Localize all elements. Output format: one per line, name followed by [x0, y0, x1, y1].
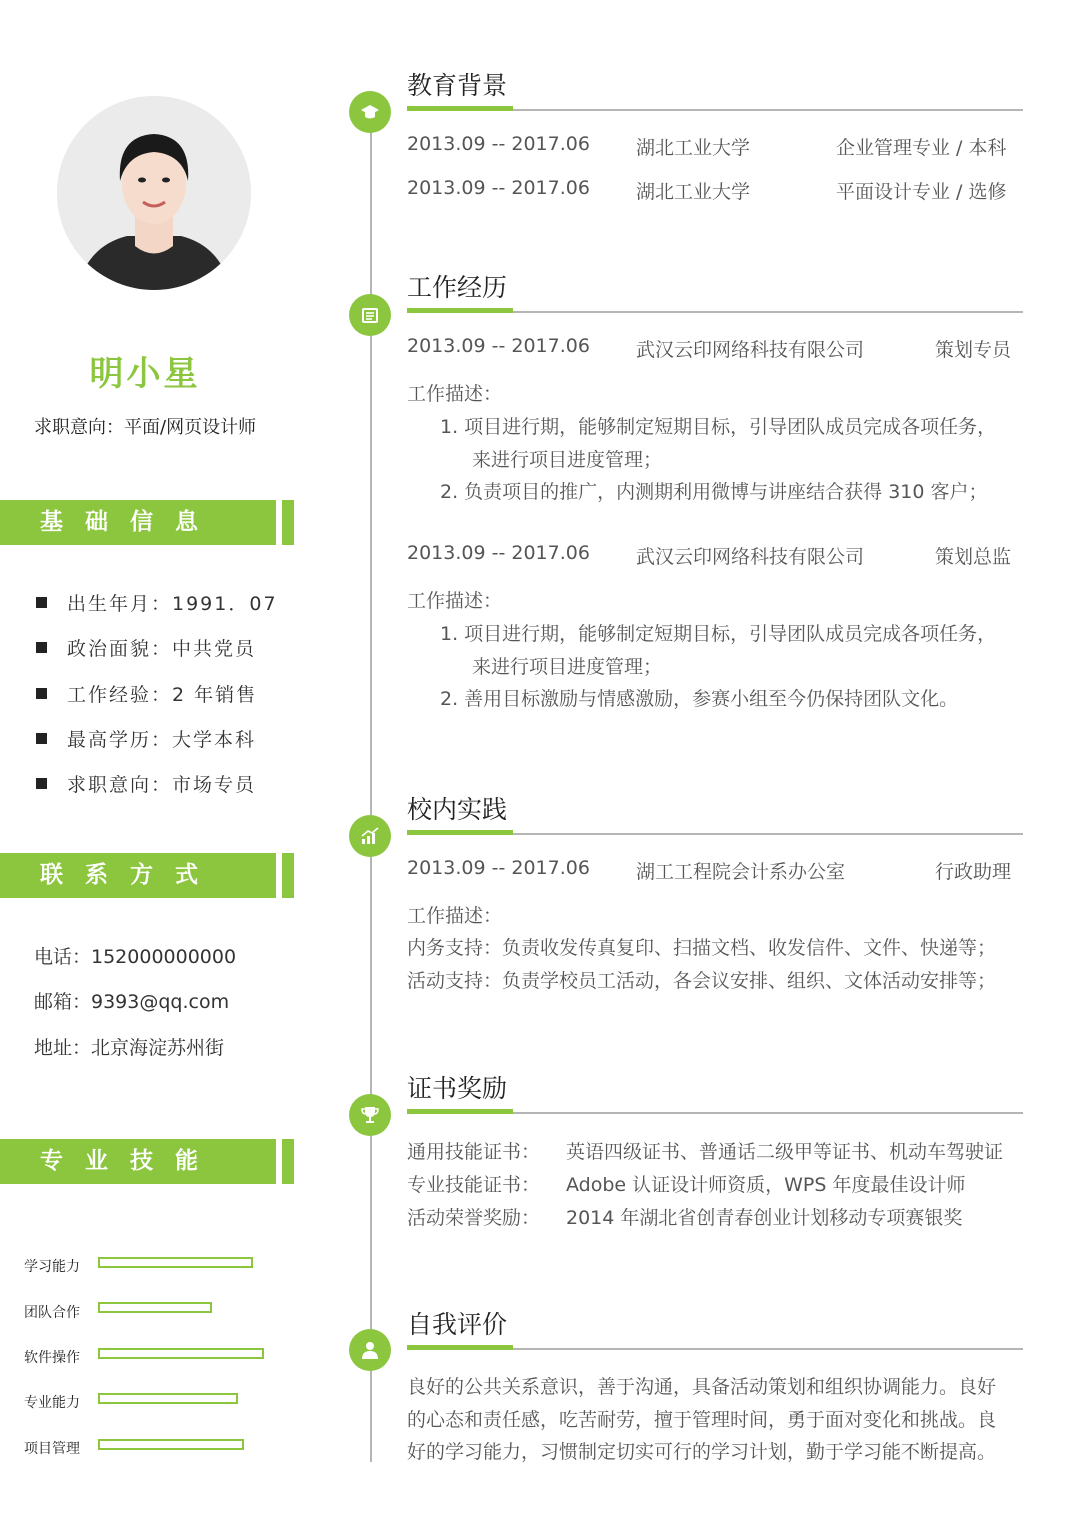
- bullet-icon: [36, 733, 47, 744]
- skill-bar: [98, 1393, 238, 1404]
- section-accent: [407, 1109, 513, 1114]
- bullet-icon: [36, 642, 47, 653]
- info-item: 工作经验：2 年销售: [36, 680, 257, 707]
- section-accent: [407, 308, 513, 313]
- bullet-icon: [36, 688, 47, 699]
- cert-label: 通用技能证书：: [407, 1141, 541, 1163]
- bar-chart-icon: [349, 815, 391, 857]
- certs-title: 证书奖励: [407, 1074, 508, 1103]
- info-item: 出生年月：1991．07: [36, 589, 278, 616]
- work-title: 工作经历: [407, 273, 508, 302]
- job-company: 武汉云印网络科技有限公司: [636, 339, 865, 361]
- job-target: 求职意向：平面/网页设计师: [34, 417, 257, 438]
- skill-bar: [98, 1302, 212, 1313]
- self-eval-line: 好的学习能力，习惯制定切实可行的学习计划，勤于学习能不断提高。: [407, 1441, 997, 1463]
- job-company: 武汉云印网络科技有限公司: [636, 546, 865, 568]
- campus-date: 2013.09 -- 2017.06: [407, 857, 590, 879]
- campus-desc-label: 工作描述：: [407, 905, 503, 927]
- skill-label: 软件操作: [24, 1350, 80, 1366]
- job-desc-label: 工作描述：: [407, 383, 503, 405]
- skill-label: 团队合作: [24, 1305, 80, 1321]
- job-date: 2013.09 -- 2017.06: [407, 335, 590, 357]
- job-desc-line: 来进行项目进度管理；: [472, 656, 663, 678]
- briefcase-icon: [349, 294, 391, 336]
- job-desc-line: 2. 善用目标激励与情感激励，参赛小组至今仍保持团队文化。: [440, 688, 959, 710]
- cert-value: 2014 年湖北省创青春创业计划移动专项赛银奖: [566, 1207, 963, 1229]
- edu-school: 湖北工业大学: [636, 181, 751, 203]
- cert-label: 专业技能证书：: [407, 1174, 541, 1196]
- info-item: 求职意向：市场专员: [36, 770, 256, 797]
- self-eval-title: 自我评价: [407, 1310, 508, 1339]
- edu-date: 2013.09 -- 2017.06: [407, 133, 590, 155]
- cert-value: 英语四级证书、普通话二级甲等证书、机动车驾驶证: [566, 1141, 1004, 1163]
- edu-major: 企业管理专业 / 本科: [836, 137, 1007, 159]
- job-desc-line: 1. 项目进行期，能够制定短期目标，引导团队成员完成各项任务，: [440, 416, 997, 438]
- skill-label: 专业能力: [24, 1395, 80, 1411]
- section-accent: [407, 830, 513, 835]
- info-item: 政治面貌：中共党员: [36, 634, 256, 661]
- edu-major: 平面设计专业 / 选修: [836, 181, 1007, 203]
- campus-org: 湖工工程院会计系办公室: [636, 861, 846, 883]
- skill-label: 项目管理: [24, 1441, 80, 1457]
- header-accent: [282, 1139, 294, 1184]
- header-accent: [282, 853, 294, 898]
- job-desc-line: 1. 项目进行期，能够制定短期目标，引导团队成员完成各项任务，: [440, 623, 997, 645]
- contact-email: 邮箱：9393@qq.com: [34, 991, 230, 1013]
- contact-address: 地址：北京海淀苏州街: [34, 1037, 225, 1059]
- campus-desc-line: 内务支持：负责收发传真复印、扫描文档、收发信件、文件、快递等；: [407, 937, 997, 959]
- skill-bar: [98, 1348, 264, 1359]
- job-date: 2013.09 -- 2017.06: [407, 542, 590, 564]
- avatar: [57, 96, 251, 290]
- cert-value: Adobe 认证设计师资质，WPS 年度最佳设计师: [566, 1174, 966, 1196]
- contact-phone: 电话：152000000000: [34, 946, 237, 968]
- skill-label: 学习能力: [24, 1259, 80, 1275]
- bullet-icon: [36, 597, 47, 608]
- cert-label: 活动荣誉奖励：: [407, 1207, 541, 1229]
- job-role: 策划专员: [935, 339, 1012, 361]
- person-icon: [349, 1329, 391, 1371]
- campus-role: 行政助理: [935, 861, 1012, 883]
- graduation-cap-icon: [349, 91, 391, 133]
- education-title: 教育背景: [407, 71, 508, 100]
- job-desc-line: 来进行项目进度管理；: [472, 449, 663, 471]
- edu-date: 2013.09 -- 2017.06: [407, 177, 590, 199]
- info-item: 最高学历：大学本科: [36, 725, 256, 752]
- trophy-icon: [349, 1094, 391, 1136]
- campus-title: 校内实践: [407, 795, 508, 824]
- section-accent: [407, 106, 513, 111]
- contact-title: 联系方式: [40, 862, 220, 888]
- header-accent: [282, 500, 294, 545]
- candidate-name: 明小星: [89, 354, 201, 394]
- section-accent: [407, 1345, 513, 1350]
- skill-bar: [98, 1257, 253, 1268]
- bullet-icon: [36, 778, 47, 789]
- job-desc-line: 2. 负责项目的推广，内测期利用微博与讲座结合获得 310 客户；: [440, 481, 988, 503]
- basic-info-title: 基础信息: [40, 509, 220, 535]
- self-eval-line: 的心态和责任感，吃苦耐劳，擅于管理时间，勇于面对变化和挑战。良: [407, 1409, 997, 1431]
- skills-title: 专业技能: [40, 1148, 220, 1174]
- self-eval-line: 良好的公共关系意识，善于沟通，具备活动策划和组织协调能力。良好: [407, 1376, 997, 1398]
- job-role: 策划总监: [935, 546, 1012, 568]
- job-desc-label: 工作描述：: [407, 590, 503, 612]
- edu-school: 湖北工业大学: [636, 137, 751, 159]
- campus-desc-line: 活动支持：负责学校员工活动，各会议安排、组织、文体活动安排等；: [407, 970, 997, 992]
- skill-bar: [98, 1439, 244, 1450]
